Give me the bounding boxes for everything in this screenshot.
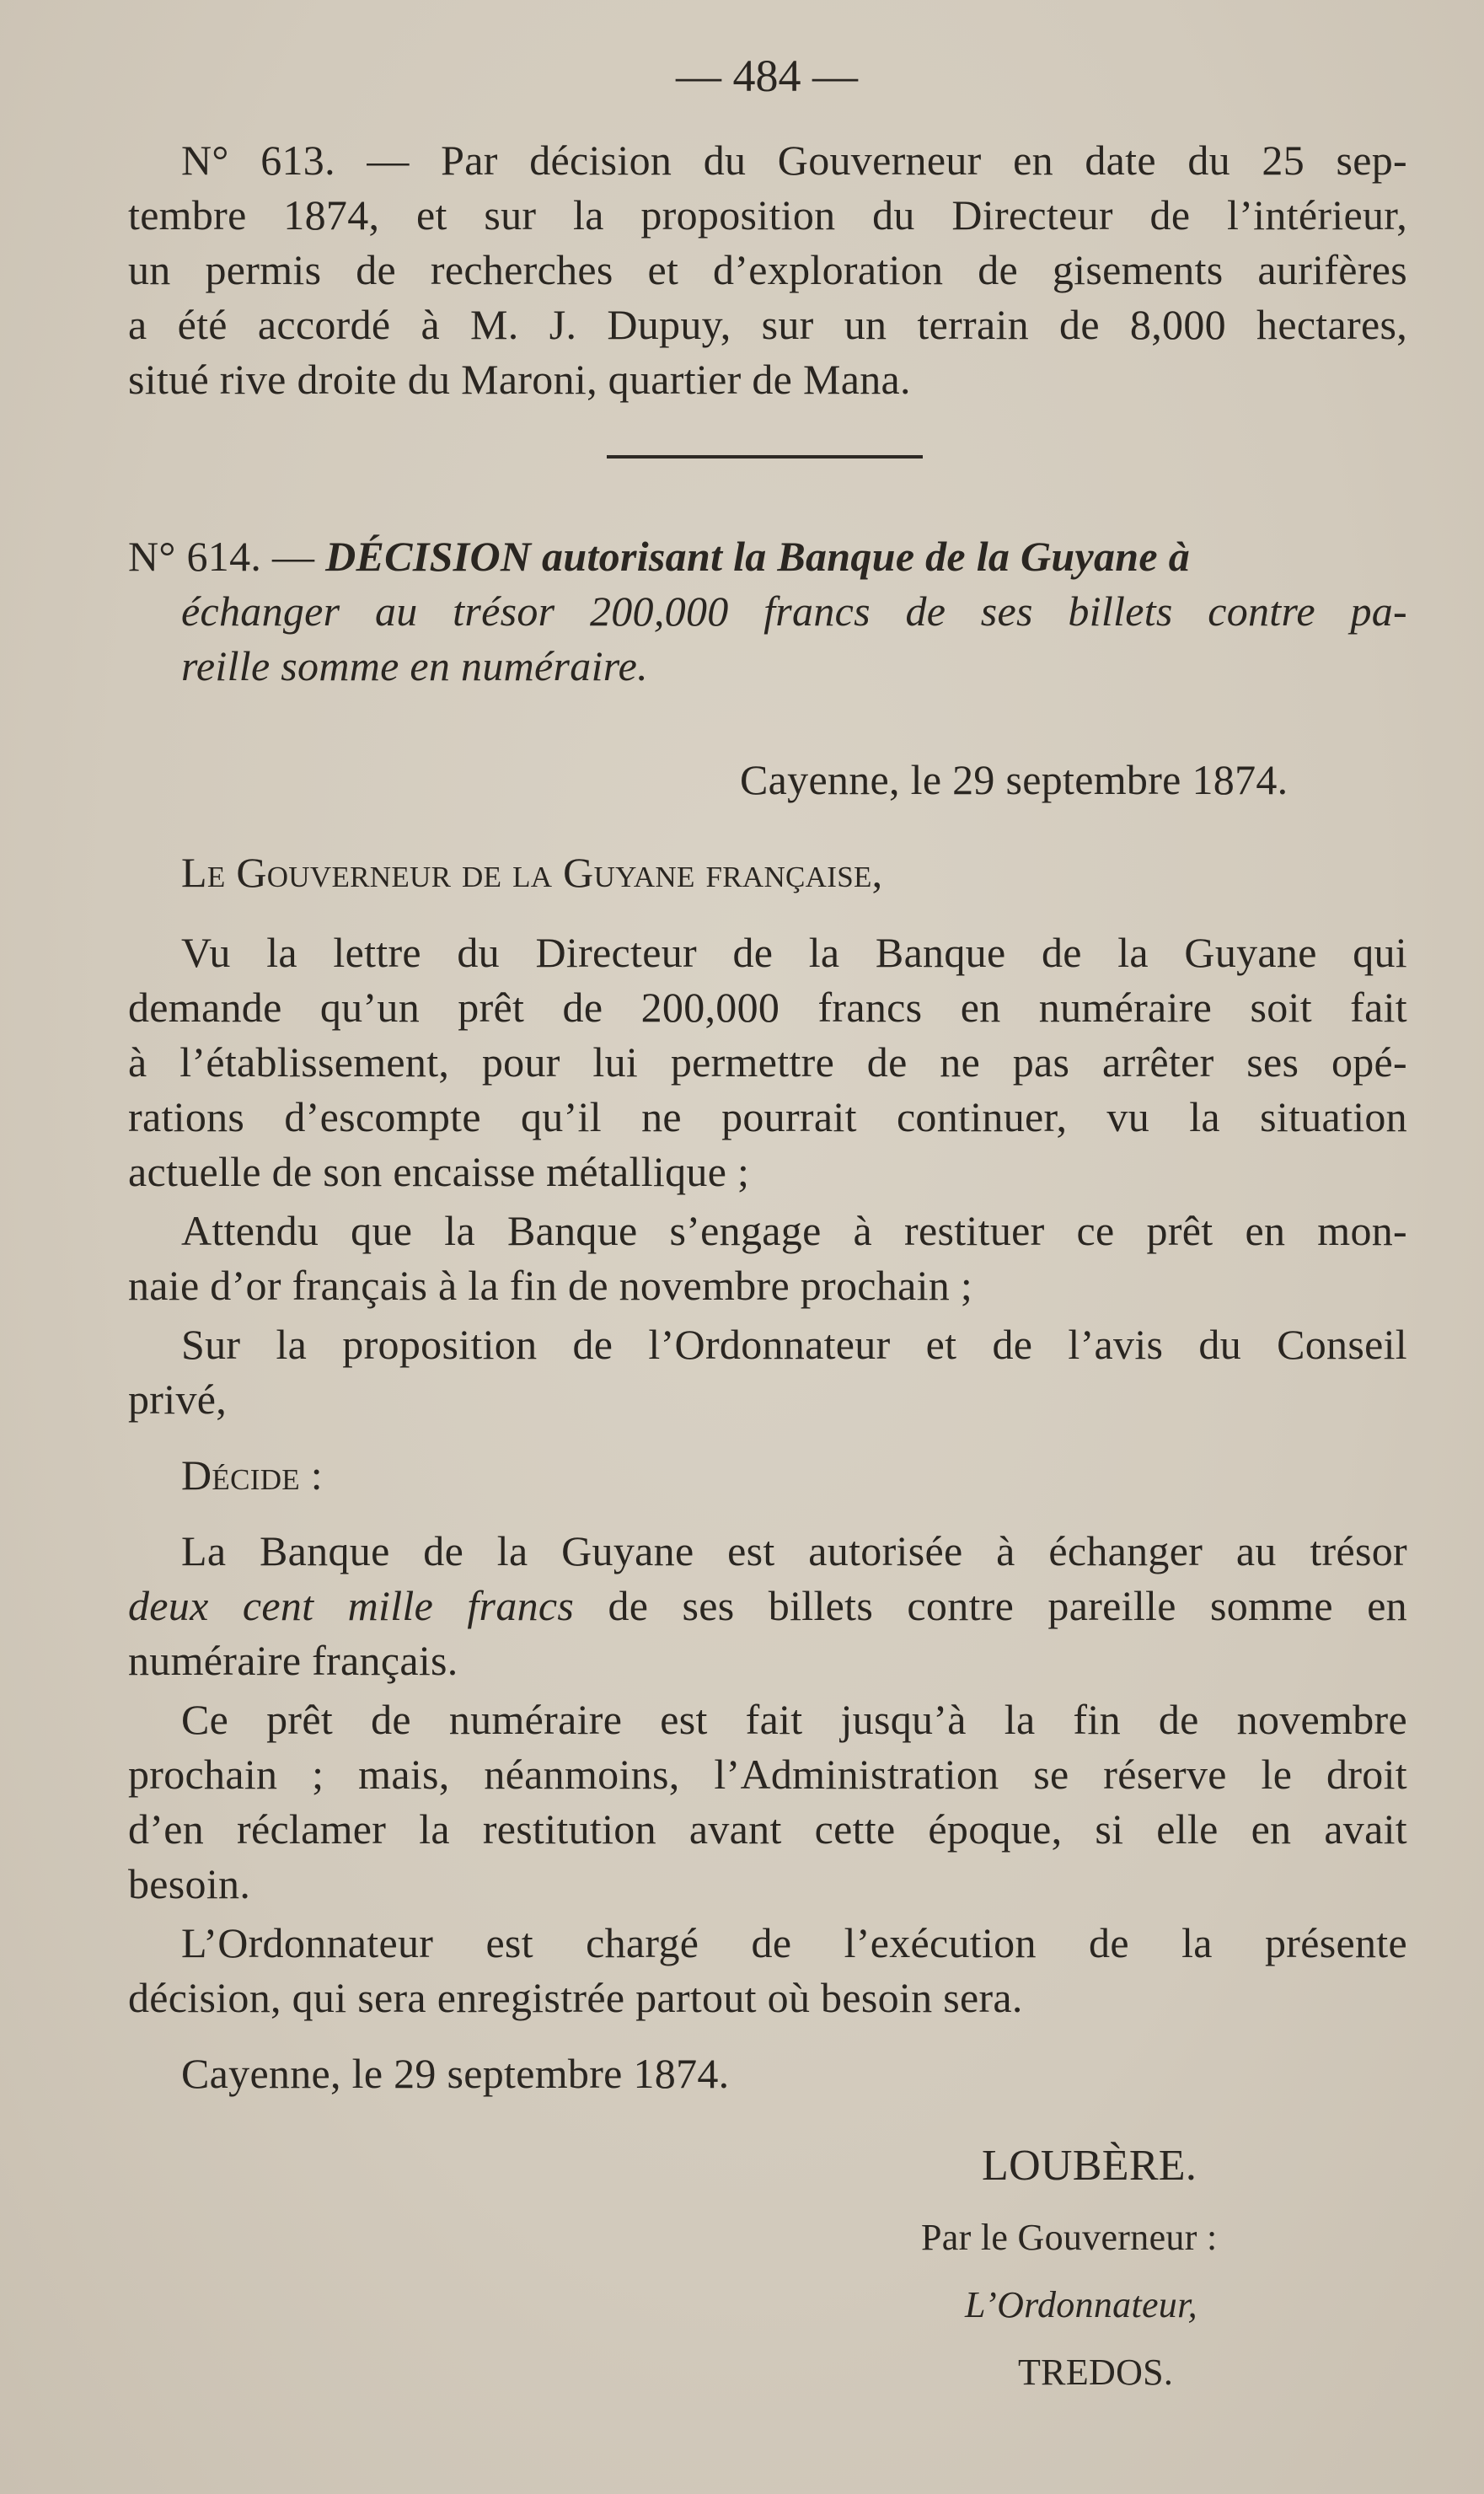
entry-614-heading-line-1 (128, 531, 1407, 582)
exec-line-1: L’Ordonnateur est chargé de l’exécution de la présente (181, 1919, 1407, 1966)
loan-line-4: besoin. (128, 1860, 251, 1907)
body-line-6: Attendu que la Banque s’engage à restituer ce prêt en mon- (181, 1207, 1407, 1254)
decision-line-1: La Banque de la Guyane est autorisée à échanger au trésor (181, 1527, 1407, 1574)
signature-ordonnateur: TREDOS. (1018, 2352, 1174, 2393)
entry-614-title-1: DÉCISION autorisant la Banque de la Guyane à (325, 533, 1191, 580)
page-number: — 484 — (676, 51, 858, 101)
entry-613-line-2: tembre 1874, et sur la proposition du Directeur de l’intérieur, (128, 191, 1407, 239)
entry-613-line-4: a été accordé à M. J. Dupuy, sur un terrain de 8,000 hectares, (128, 301, 1407, 348)
decision-line-2 (128, 1580, 1407, 1631)
place-date: Cayenne, le 29 septembre 1874. (740, 756, 1288, 803)
entry-613-line-5: situé rive droite du Maroni, quartier de Mana. (128, 356, 911, 403)
body-line-1: Vu la lettre du Directeur de la Banque de la Guyane qui (181, 929, 1407, 976)
body-line-4: rations d’escompte qu’il ne pourrait continuer, vu la situation (128, 1093, 1407, 1140)
decision-line-3: numéraire français. (128, 1637, 458, 1684)
decision-amount: deux cent mille francs (128, 1582, 575, 1629)
loan-line-2: prochain ; mais, néanmoins, l’Administration se réserve le droit (128, 1751, 1407, 1798)
signature-governor: LOUBÈRE. (982, 2142, 1197, 2190)
entry-613-line-1: N° 613. — Par décision du Gouverneur en date du 25 sep- (181, 137, 1407, 184)
loan-line-3: d’en réclamer la restitution avant cette époque, si elle en avait (128, 1805, 1407, 1853)
body-line-2: demande qu’un prêt de 200,000 francs en numéraire soit fait (128, 984, 1407, 1031)
decision-line-2-rest: de ses billets contre pareille somme en (574, 1582, 1407, 1629)
entry-613-line-3: un permis de recherches et d’exploration de gisements aurifères (128, 246, 1407, 293)
closing-date: Cayenne, le 29 septembre 1874. (181, 2050, 730, 2097)
body-line-8: Sur la proposition de l’Ordonnateur et de l’avis du Conseil (181, 1321, 1407, 1368)
authority-text: Le Gouverneur de la Guyane française, (181, 849, 883, 896)
section-divider (607, 455, 923, 459)
entry-614-number: N° 614. — (128, 533, 326, 580)
authority-line (181, 847, 882, 898)
body-line-5: actuelle de son encaisse métallique ; (128, 1148, 750, 1195)
entry-614-heading-line-2: échanger au trésor 200,000 francs de ses billets contre pa- (181, 587, 1407, 635)
par-le-gouverneur: Par le Gouverneur : (921, 2217, 1218, 2258)
body-line-7: naie d’or français à la fin de novembre prochain ; (128, 1262, 973, 1309)
decide-label: Décide : (181, 1451, 323, 1499)
body-line-9: privé, (128, 1376, 228, 1423)
loan-line-1: Ce prêt de numéraire est fait jusqu’à la fin de novembre (181, 1696, 1407, 1743)
ordonnateur-title: L’Ordonnateur, (965, 2284, 1197, 2325)
exec-line-2: décision, qui sera enregistrée partout où besoin sera. (128, 1974, 1023, 2021)
entry-614-heading-line-3: reille somme en numéraire. (181, 642, 648, 689)
body-line-3: à l’établissement, pour lui permettre de ne pas arrêter ses opé- (128, 1038, 1407, 1086)
